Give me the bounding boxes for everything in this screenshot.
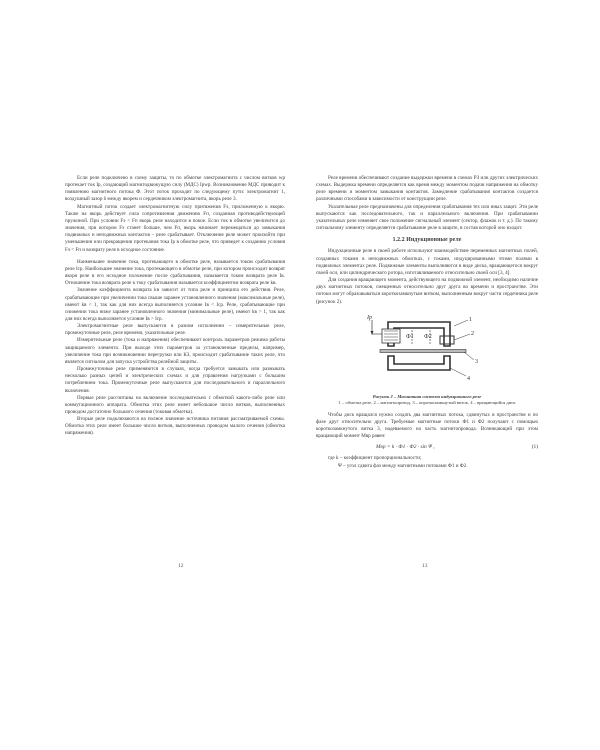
definition: где k – коэффициент пропорциональности;: [328, 455, 422, 462]
relay-figure: [366, 312, 488, 390]
page-number-right: 13: [422, 563, 428, 569]
paragraph: Промежуточные реле применяются в случаях, когда требуется замыкать или размыкать несколько разных цепей и электрических схемах и для управления нагрузками с большим потреблением тока. Промежуточные реле выпускаются для последовательного и параллельного включения.: [65, 366, 285, 394]
paragraph: Указательные реле предназначены для определения срабатывания тех или иных защит. Эти реле выпускаются как последовательного, так и параллельного включения. При срабатывании указательных реле изменяет свое положение сигнальный элемент (сектор, флажок и т. д.). По такому сигнальному элементу определяется срабатывание реле в защите, в состав которой оно входит.: [316, 203, 538, 232]
right-page: [316, 175, 538, 470]
section-title: 1.2.2 Индукционные реле: [392, 237, 462, 244]
induction-relay-diagram: [366, 312, 488, 390]
paragraph: Если реле подключено в схему защиты, то по обмотке электромагнита с числом витков wр протекает ток Iр, создающий магнитодвижущую силу (МДС) Iрwр. Возникновение МДС приводит к появлению магнитного потока Ф. Этот поток проходит по следующему пути: электромагнит 1, воздушный зазор δ между якорем и сердечником электромагнита, якорь реле 3.: [65, 175, 285, 203]
paragraph: Вторые реле подключаются на полное значение источника питания рассматриваемой схемы. Обмотка этих реле имеет большое число витков, выполненных проводом малого сечения (обмотка напряжения).: [65, 416, 285, 437]
paragraph: Индукционные реле в своей работе используют взаимодействие переменных магнитных полей, созданных токами в неподвижных обмотках, с токами, индуцированными этими полями в подвижных элементах реле. Подвижные элементы выполняются в виде диска, вращающегося вокруг своей оси, или цилиндрического ротора, изготавливаемого относительно своей оси [3, 4].: [316, 248, 538, 276]
figure-label: 4: [467, 375, 470, 382]
paragraph: Значение коэффициента возврата kв зависит от типа реле и принципа его действия. Реле, срабатывающие при увеличении тока свыше заранее установленного значения (максимальные реле), имеют kв < 1, так как для них всегда выполняется условие Iв < Iср. Реле, срабатывающие при снижении тока ниже заранее установленного значения (минимальные реле), имеют kв > 1, так как для них всегда выполняется условие Iв > Iср.: [65, 287, 285, 322]
paragraph: Реле времени обеспечивают создание выдержки времени в схемах РЗ или других электрических схемах. Выдержка времени определяется как время между моментом подачи напряжения на обмотку реле времени и моментом замыкания контактов. Замедление срабатывания контактов создается различными способами в зависимости от конструкции реле.: [316, 175, 538, 203]
paragraph: Для создания вращающего момента, действующего на подвижной элемент, необходимо наличие двух магнитных потоков, смещенных относительно друг друга во времени и пространстве. Эти потоки могут образовываться короткозамкнутым витком, выполненным вокруг части сердечника реле (рисунок 2).: [316, 277, 538, 305]
shorted-turn: [440, 336, 454, 344]
relay-coil: [382, 329, 400, 343]
figure-label: Iр: [367, 314, 372, 321]
magnetic-core-lower: [388, 356, 450, 370]
formula-number: (1): [531, 444, 538, 451]
definition: Ψ – угол сдвига фаз между магнитными потоками Ф1 и Ф2.: [338, 462, 468, 469]
figure-caption: [316, 394, 538, 406]
figure-label: 1: [469, 316, 472, 323]
paragraph: Измерительные реле (тока и напряжения) обеспечивают контроль параметров режима работы защищаемого элемента. При выходе этих параметров за установленные пределы, например, увеличение тока при возникновении перегрузки или КЗ, происходит срабатывание таких реле, что является сигналом для запуска устройства релейной защиты.: [65, 337, 285, 365]
rotating-disk: [380, 349, 466, 352]
page-number-left: 12: [178, 563, 184, 569]
paragraph: Электромагнитные реле выпускаются в разном исполнении – измерительные реле, промежуточные реле, реле времени, указательные реле.: [65, 323, 285, 337]
paragraph: Магнитный поток создает электромагнитную силу притяжения Fэ, приложенную к якорю. Также на якорь действует сила сопротивления движению Fп, созданная противодействующей пружиной. При условии Fэ < Fп якорь реле находится в покое. Если ток в обмотке увеличится до значения, при котором Fэ станет больше, чем Fп, якорь начинает перемещаться до замыкания подвижных и неподвижных контактов – реле срабатывает. Отключение реле может произойти при уменьшении или прекращении протекания тока Iр в обмотке реле, что приведет к созданию условия Fэ < Fп и возврату реле в исходное состояние.: [65, 203, 285, 253]
caption-text: 1 – обмотка реле, 2 – магнитопровод, 3 – короткозамкнутый виток, 4 – вращающийся диск: [338, 399, 516, 405]
paragraph: Чтобы диск вращался нужно создать два магнитных потока, сдвинутых в пространстве и по фазе друг относительно друга. Требуемые магнитные потоки Ф1 и Ф2 получают с помощью короткозамкнутого витка 3, надеваемого на часть магнитопровода. Возникающий при этом вращающий момент Mвр равен:: [316, 411, 538, 440]
caption-title: Рисунок 2 – Магнитная система индукционного реле: [372, 393, 482, 399]
formula-text: Mвр = k · Ф1 · Ф2 · sin Ψ ,: [376, 444, 435, 451]
paragraph: Первые реле рассчитаны на включение последовательно с обмоткой какого-либо реле или коммутационного аппарата. Обмотка этих реле имеет небольшое число витков, выполненных проводом достаточно большого сечения (токовая обмотка).: [65, 394, 285, 415]
figure-label: 2: [471, 330, 474, 337]
figure-label: 3: [475, 358, 478, 365]
figure-label: Ф1: [406, 333, 414, 340]
paragraph: Наименьшее значение тока, протекающего в обмотке реле, называется током срабатывания реле Iср. Наибольшее значение тока, протекающего в обмотке реле, при котором происходит возврат якоря реле в его исходное положение после срабатывания, называется током возврата реле Iв. Отношение тока возврата реле к току срабатывания называется коэффициентом возврата реле kв.: [65, 258, 285, 287]
figure-label: Ф2: [424, 333, 432, 340]
left-page: [65, 175, 285, 438]
formula: [316, 440, 538, 455]
